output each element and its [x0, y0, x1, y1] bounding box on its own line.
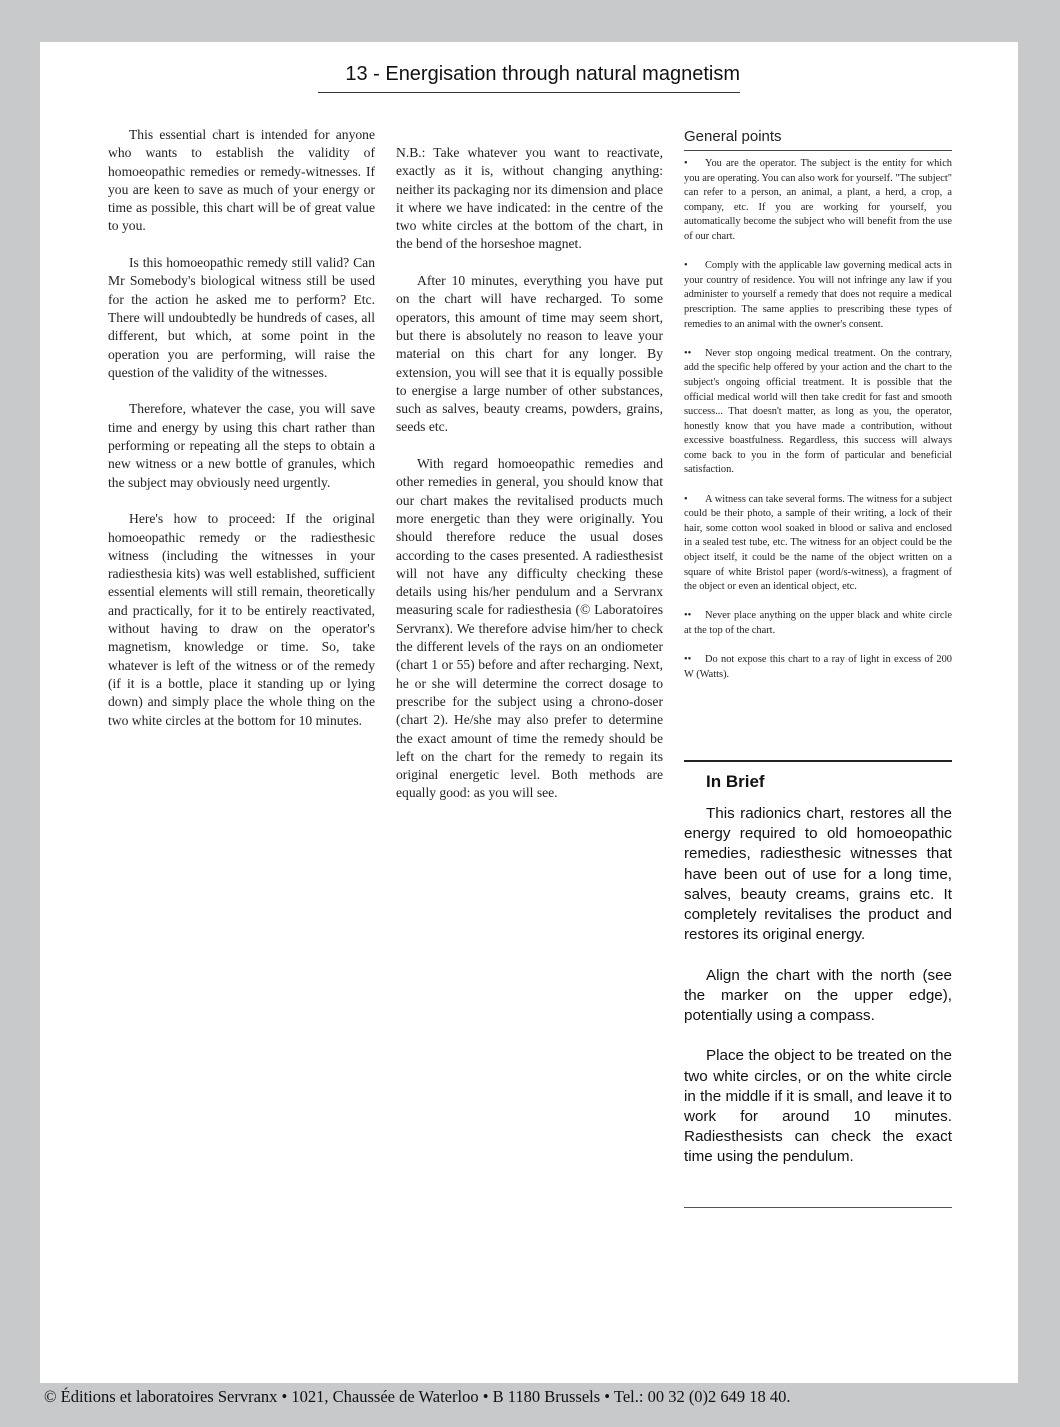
general-point-text: Never place anything on the upper black and white circle at the top of the chart.: [684, 610, 952, 636]
general-point-text: Do not expose this chart to a ray of light in excess of 200 W (Watts).: [684, 654, 952, 680]
page-title: 13 - Energisation through natural magnetism: [345, 63, 740, 85]
general-point-item: [684, 609, 952, 638]
general-point-item: [684, 157, 952, 245]
bullet-marker: •: [684, 260, 688, 272]
document-page: [40, 42, 1018, 1383]
in-brief-paragraph: This radionics chart, restores all the energy required to old homoeopathic remedies, radiesthesic witnesses that have been out of use for a long time, salves, beauty creams, grains etc. It completely revitalises the product and restores its original energy.: [684, 805, 952, 944]
column-2: [396, 144, 663, 821]
col1-paragraph: Is this homoeopathic remedy still valid? Can Mr Somebody's biological witness still be used for the action he asked me to perform? Etc. There will undoubtedly be hundreds of cases, all different, but which, at some point in the operation you are performing, will raise the question of the validity of the witnesses.: [108, 255, 375, 380]
footer-copyright: © Éditions et laboratoires Servranx • 1021, Chaussée de Waterloo • B 1180 Brussels • Tel.: 00 32 (0)2 649 18 40.: [44, 1387, 791, 1406]
bullet-marker: ••: [684, 347, 692, 359]
general-points-section: [684, 126, 952, 697]
general-point-text: Comply with the applicable law governing medical acts in your country of residence. You will not infringe any law if you administer to yourself a remedy that does not require a medical prescription. The same applies to prescribing these types of remedies to an animal with the owner's consent.: [684, 260, 952, 330]
in-brief-paragraph: Place the object to be treated on the two white circles, or on the white circle in the middle if it is small, and leave it to work for around 10 minutes. Radiesthesists can check the exact time using the pendulum.: [684, 1047, 952, 1166]
general-point-item: [684, 493, 952, 595]
general-point-item: [684, 259, 952, 332]
title-underline: [318, 92, 740, 93]
in-brief-paragraph: Align the chart with the north (see the marker on the upper edge), potentially using a compass.: [684, 966, 952, 1025]
general-points-title: General points: [684, 128, 782, 145]
column-1: [108, 126, 375, 748]
col1-paragraph: Here's how to proceed: If the original homoeopathic remedy or the radiesthesic witness (including the witnesses in your radiesthesia kits) was well established, sufficient essential elements will still remain, theoretically and practically, for it to be entirely reactivated, without having to draw on the operator's magnetism, knowledge or time. So, take whatever is left of the witness or of the remedy (if it is a bottle, place it standing up or lying down) and simply place the whole thing on the two white circles at the bottom for 10 minutes.: [108, 511, 375, 728]
general-point-text: You are the operator. The subject is the entity for which you are operating. You can also work for yourself. "The subject" can refer to a person, an animal, a plant, a herd, a crop, a company, etc. If you are working for yourself, you automatically become the subject who will benefit from the use of our chart.: [684, 158, 952, 242]
bullet-marker: ••: [684, 654, 692, 666]
in-brief-box: [684, 760, 952, 1188]
bullet-marker: •: [684, 158, 688, 169]
col1-paragraph: Therefore, whatever the case, you will save time and energy by using this chart rather than performing or repeating all the steps to obtain a new witness or a new bottle of granules, which the subject may obviously need urgently.: [108, 401, 375, 490]
in-brief-bottom-rule: [684, 1207, 952, 1208]
in-brief-top-rule: [684, 760, 952, 762]
col2-paragraph: N.B.: Take whatever you want to reactivate, exactly as it is, without changing anything: neither its packaging nor its dimension and place it where we have indicated: in the centre of the two white circles at the bottom of the chart, in the bend of the horseshoe magnet.: [396, 145, 663, 252]
general-point-text: A witness can take several forms. The witness for a subject could be their photo, a sample of their writing, a lock of their hair, some cotton wool soaked in blood or saliva and enclosed in a sealed test tube, etc. The witness for an object could be the object itself, it could be the name of the object written on a square of white Bristol paper (word/s-witness), a fragment of the object or even an identical object, etc.: [684, 493, 952, 593]
general-point-item: [684, 653, 952, 682]
col1-paragraph: This essential chart is intended for anyone who wants to establish the validity of homoeopathic remedies or remedy-witnesses. If you are keen to save as much of your energy or time as possible, this chart will be of great value to you.: [108, 127, 375, 234]
general-points-rule: [684, 150, 952, 151]
general-point-text: Never stop ongoing medical treatment. On the contrary, add the specific help offered by your action and the chart to the subject's ongoing official treatment. It is possible that the official medical world will then take credit for fast and smooth success... That doesn't matter, as long as you, the operator, honestly know that you have made a contribution, without excessive boastfulness. Regardless, this success will always come back to you in the form of particular and beneficial satisfaction.: [684, 347, 952, 476]
col2-paragraph: With regard homoeopathic remedies and other remedies in general, you should know that our chart makes the revitalised products much more energetic than they were originally. You should therefore reduce the usual doses according to the cases presented. A radiesthesist will not have any difficulty checking these details using his/her pendulum and a Servranx measuring scale for radiesthesia (© Laboratoires Servranx). We therefore advise him/her to check the different levels of the rays on an ondiometer (chart 1 or 55) before and after recharging. Next, he or she will determine the correct dosage to prescribe for the subject using a chrono-doser (chart 2). He/she may also prefer to determine the exact amount of time the remedy should be left on the chart for the remedy to regain its original energetic level. Both methods are equally good: as you will see.: [396, 456, 663, 801]
general-point-item: [684, 347, 952, 478]
bullet-marker: ••: [684, 610, 692, 622]
col2-paragraph: After 10 minutes, everything you have put on the chart will have recharged. To some operators, this amount of time may seem short, but there is absolutely no reason to leave your material on this chart for any longer. By extension, you will see that it is equally possible to energise a large number of other substances, such as salves, beauty creams, powders, grains, seeds etc.: [396, 273, 663, 435]
in-brief-title: In Brief: [706, 772, 765, 791]
bullet-marker: •: [684, 493, 688, 505]
